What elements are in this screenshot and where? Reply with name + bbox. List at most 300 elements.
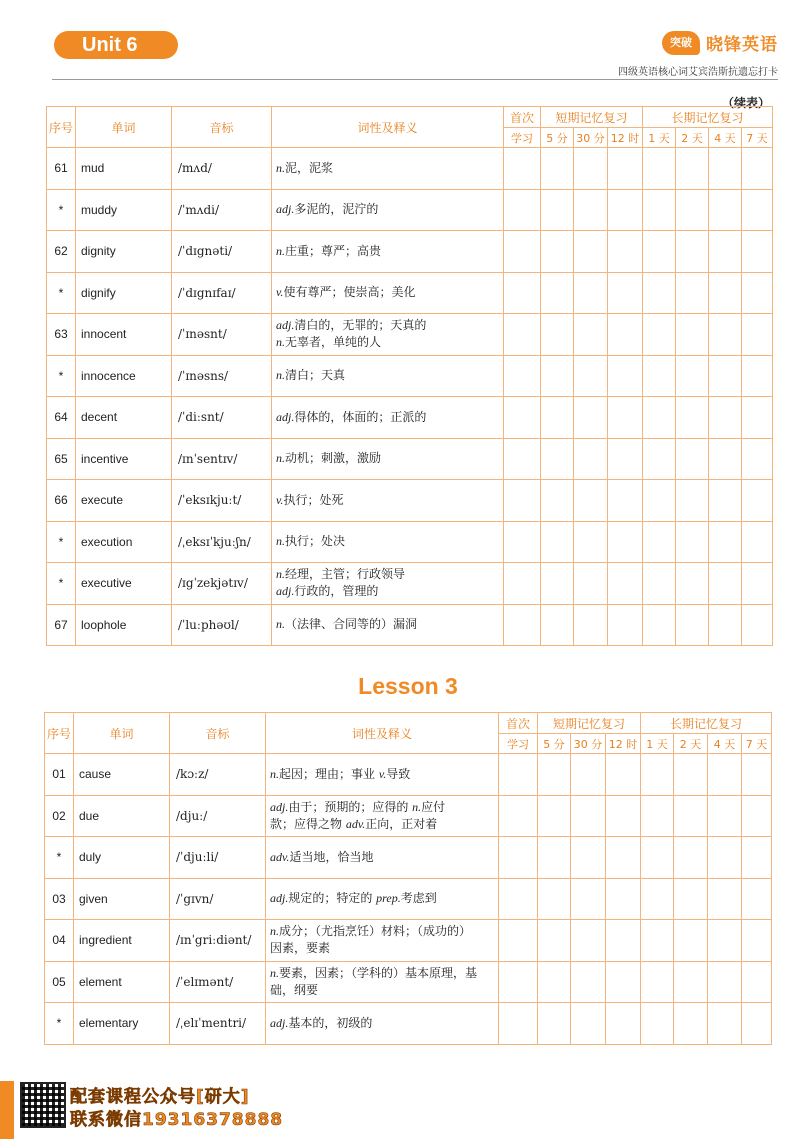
review-checkbox-cell[interactable] xyxy=(708,920,742,962)
table-row xyxy=(47,480,773,522)
table-row xyxy=(45,1003,772,1045)
review-checkbox-cell[interactable] xyxy=(504,272,541,314)
col-header-first: 首次 xyxy=(499,713,538,734)
review-checkbox-cell[interactable] xyxy=(709,314,742,356)
review-checkbox-cell[interactable] xyxy=(676,272,709,314)
review-checkbox-cell[interactable] xyxy=(742,521,773,563)
review-checkbox-cell[interactable] xyxy=(606,837,641,879)
review-checkbox-cell[interactable] xyxy=(709,480,742,522)
meaning-text: 清白；天真 xyxy=(285,368,346,383)
brand-name: 晓锋英语 xyxy=(706,35,778,55)
part-of-speech: adj. xyxy=(276,318,295,333)
review-checkbox-cell[interactable] xyxy=(538,920,571,962)
review-checkbox-cell[interactable] xyxy=(499,795,538,837)
review-checkbox-cell[interactable] xyxy=(541,521,574,563)
part-of-speech: n. xyxy=(276,534,285,549)
review-checkbox-cell[interactable] xyxy=(541,314,574,356)
meaning-text: 执行；处决 xyxy=(285,534,346,549)
review-checkbox-cell[interactable] xyxy=(574,189,608,231)
col-header-def: 词性及释义 xyxy=(272,107,504,148)
definition-line xyxy=(270,816,498,833)
table-row xyxy=(45,837,772,879)
review-checkbox-cell[interactable] xyxy=(709,397,742,439)
row-word: execute xyxy=(76,480,172,522)
col-header-2d: 2 天 xyxy=(676,128,709,148)
review-checkbox-cell[interactable] xyxy=(571,1003,606,1045)
meaning-text: 执行；处死 xyxy=(283,492,344,507)
review-checkbox-cell[interactable] xyxy=(708,754,742,796)
row-word: dignity xyxy=(76,231,172,273)
row-number: 62 xyxy=(47,231,76,273)
review-checkbox-cell[interactable] xyxy=(709,438,742,480)
review-checkbox-cell[interactable] xyxy=(676,189,709,231)
review-checkbox-cell[interactable] xyxy=(606,878,641,920)
row-definition xyxy=(272,521,504,563)
part-of-speech: adv. xyxy=(345,816,366,831)
review-checkbox-cell[interactable] xyxy=(574,355,608,397)
meaning-text: 规定的；特定的 xyxy=(288,891,377,906)
review-checkbox-cell[interactable] xyxy=(676,314,709,356)
meaning-text: 导致 xyxy=(386,766,411,781)
definition-line xyxy=(270,766,498,783)
row-phonetic: /mʌd/ xyxy=(172,148,272,190)
definition-line xyxy=(276,317,503,334)
part-of-speech: n. xyxy=(270,766,279,781)
review-checkbox-cell[interactable] xyxy=(708,795,742,837)
part-of-speech: n. xyxy=(412,799,422,814)
review-checkbox-cell[interactable] xyxy=(643,480,676,522)
review-checkbox-cell[interactable] xyxy=(742,754,772,796)
review-checkbox-cell[interactable] xyxy=(709,148,742,190)
meaning-text: 适当地，恰当地 xyxy=(289,849,374,864)
part-of-speech: n. xyxy=(276,243,285,258)
review-checkbox-cell[interactable] xyxy=(674,754,708,796)
meaning-text: 应付 xyxy=(421,799,446,814)
review-checkbox-cell[interactable] xyxy=(674,1003,708,1045)
brand-subtitle: 四级英语核心词艾宾浩斯抗遗忘打卡 xyxy=(618,67,778,78)
review-checkbox-cell[interactable] xyxy=(643,563,676,605)
meaning-text: 要素，因素；（学科的）基本原理，基 xyxy=(279,965,478,980)
review-checkbox-cell[interactable] xyxy=(742,961,772,1003)
review-checkbox-cell[interactable] xyxy=(541,355,574,397)
col-header-12h: 12 时 xyxy=(606,734,641,754)
review-checkbox-cell[interactable] xyxy=(608,604,643,646)
review-checkbox-cell[interactable] xyxy=(541,563,574,605)
row-definition xyxy=(272,148,504,190)
review-checkbox-cell[interactable] xyxy=(709,604,742,646)
review-checkbox-cell[interactable] xyxy=(574,148,608,190)
col-header-def: 词性及释义 xyxy=(266,713,499,754)
part-of-speech: adj. xyxy=(276,584,295,599)
review-checkbox-cell[interactable] xyxy=(541,480,574,522)
review-checkbox-cell[interactable] xyxy=(643,604,676,646)
row-definition xyxy=(266,795,499,837)
review-checkbox-cell[interactable] xyxy=(504,563,541,605)
meaning-text: 础，纲要 xyxy=(270,982,319,997)
review-checkbox-cell[interactable] xyxy=(574,438,608,480)
review-checkbox-cell[interactable] xyxy=(608,148,643,190)
review-checkbox-cell[interactable] xyxy=(571,754,606,796)
review-checkbox-cell[interactable] xyxy=(676,231,709,273)
meaning-text: 成分；（尤指烹饪）材料；（成功的） xyxy=(279,924,472,939)
col-header-30min: 30 分 xyxy=(571,734,606,754)
part-of-speech: n. xyxy=(270,965,279,980)
meaning-text: 得体的，体面的；正派的 xyxy=(294,409,427,424)
review-checkbox-cell[interactable] xyxy=(742,604,773,646)
meaning-text: 考虑到 xyxy=(400,891,437,906)
definition-line xyxy=(276,492,503,509)
part-of-speech: adj. xyxy=(270,891,289,906)
row-number: 61 xyxy=(47,148,76,190)
col-header-word: 单词 xyxy=(74,713,170,754)
review-checkbox-cell[interactable] xyxy=(641,961,674,1003)
review-checkbox-cell[interactable] xyxy=(708,961,742,1003)
review-checkbox-cell[interactable] xyxy=(643,231,676,273)
table-row xyxy=(47,231,773,273)
row-number: * xyxy=(47,521,76,563)
review-checkbox-cell[interactable] xyxy=(742,314,773,356)
review-checkbox-cell[interactable] xyxy=(538,837,571,879)
review-checkbox-cell[interactable] xyxy=(606,1003,641,1045)
review-checkbox-cell[interactable] xyxy=(708,837,742,879)
review-checkbox-cell[interactable] xyxy=(643,272,676,314)
review-checkbox-cell[interactable] xyxy=(608,397,643,439)
col-header-7d: 7 天 xyxy=(742,734,772,754)
table-row xyxy=(47,314,773,356)
table-row xyxy=(47,189,773,231)
review-checkbox-cell[interactable] xyxy=(541,189,574,231)
review-checkbox-cell[interactable] xyxy=(504,355,541,397)
row-definition xyxy=(266,1003,499,1045)
row-phonetic: /ˈeksɪkjuːt/ xyxy=(172,480,272,522)
col-header-first: 首次 xyxy=(504,107,541,128)
row-word: mud xyxy=(76,148,172,190)
definition-line xyxy=(270,890,498,907)
review-checkbox-cell[interactable] xyxy=(538,795,571,837)
review-checkbox-cell[interactable] xyxy=(643,189,676,231)
review-checkbox-cell[interactable] xyxy=(606,754,641,796)
review-checkbox-cell[interactable] xyxy=(504,231,541,273)
row-word: decent xyxy=(76,397,172,439)
row-phonetic: /ˈɪnəsns/ xyxy=(172,355,272,397)
col-header-pron: 音标 xyxy=(172,107,272,148)
review-checkbox-cell[interactable] xyxy=(643,355,676,397)
review-checkbox-cell[interactable] xyxy=(641,795,674,837)
review-checkbox-cell[interactable] xyxy=(676,521,709,563)
review-checkbox-cell[interactable] xyxy=(742,438,773,480)
review-checkbox-cell[interactable] xyxy=(499,961,538,1003)
review-checkbox-cell[interactable] xyxy=(538,754,571,796)
review-checkbox-cell[interactable] xyxy=(499,754,538,796)
table-row xyxy=(45,961,772,1003)
review-checkbox-cell[interactable] xyxy=(608,314,643,356)
row-number: * xyxy=(45,837,74,879)
review-checkbox-cell[interactable] xyxy=(676,148,709,190)
col-header-num: 序号 xyxy=(45,713,74,754)
col-header-5min: 5 分 xyxy=(538,734,571,754)
col-header-first-sub: 学习 xyxy=(504,128,541,148)
review-checkbox-cell[interactable] xyxy=(674,961,708,1003)
col-header-word: 单词 xyxy=(76,107,172,148)
review-checkbox-cell[interactable] xyxy=(742,397,773,439)
review-checkbox-cell[interactable] xyxy=(504,148,541,190)
meaning-text: 无辜者，单纯的人 xyxy=(285,335,382,350)
review-checkbox-cell[interactable] xyxy=(742,920,772,962)
row-definition xyxy=(272,314,504,356)
meaning-text: 行政的，管理的 xyxy=(294,584,379,599)
row-number: * xyxy=(47,563,76,605)
review-checkbox-cell[interactable] xyxy=(504,397,541,439)
review-checkbox-cell[interactable] xyxy=(541,148,574,190)
row-word: duly xyxy=(74,837,170,879)
review-checkbox-cell[interactable] xyxy=(574,272,608,314)
row-definition xyxy=(272,397,504,439)
row-phonetic: /ˈelɪmənt/ xyxy=(170,961,266,1003)
review-checkbox-cell[interactable] xyxy=(504,438,541,480)
review-checkbox-cell[interactable] xyxy=(606,961,641,1003)
part-of-speech: n. xyxy=(270,924,279,939)
meaning-text: 多泥的，泥泞的 xyxy=(294,202,379,217)
row-definition xyxy=(266,920,499,962)
review-checkbox-cell[interactable] xyxy=(676,397,709,439)
review-checkbox-cell[interactable] xyxy=(709,272,742,314)
review-checkbox-cell[interactable] xyxy=(574,480,608,522)
review-checkbox-cell[interactable] xyxy=(608,355,643,397)
review-checkbox-cell[interactable] xyxy=(608,521,643,563)
review-checkbox-cell[interactable] xyxy=(708,1003,742,1045)
row-number: 05 xyxy=(45,961,74,1003)
col-header-short: 短期记忆复习 xyxy=(538,713,641,734)
review-checkbox-cell[interactable] xyxy=(574,563,608,605)
review-checkbox-cell[interactable] xyxy=(606,920,641,962)
row-definition xyxy=(266,961,499,1003)
review-checkbox-cell[interactable] xyxy=(742,355,773,397)
row-definition xyxy=(272,231,504,273)
review-checkbox-cell[interactable] xyxy=(643,438,676,480)
row-word: element xyxy=(74,961,170,1003)
row-word: incentive xyxy=(76,438,172,480)
part-of-speech: n. xyxy=(276,567,285,582)
review-checkbox-cell[interactable] xyxy=(641,878,674,920)
row-definition xyxy=(272,480,504,522)
review-checkbox-cell[interactable] xyxy=(574,397,608,439)
definition-line xyxy=(276,201,503,218)
footer-accent-bar xyxy=(0,1081,14,1139)
row-definition xyxy=(266,878,499,920)
review-checkbox-cell[interactable] xyxy=(674,795,708,837)
table-row xyxy=(47,563,773,605)
definition-line xyxy=(276,450,503,467)
col-header-2d: 2 天 xyxy=(674,734,708,754)
review-checkbox-cell[interactable] xyxy=(541,397,574,439)
row-phonetic: /djuː/ xyxy=(170,795,266,837)
row-definition xyxy=(266,837,499,879)
review-checkbox-cell[interactable] xyxy=(641,1003,674,1045)
review-checkbox-cell[interactable] xyxy=(504,521,541,563)
review-checkbox-cell[interactable] xyxy=(608,272,643,314)
definition-line xyxy=(276,583,503,600)
row-phonetic: /kɔːz/ xyxy=(170,754,266,796)
review-checkbox-cell[interactable] xyxy=(641,920,674,962)
review-checkbox-cell[interactable] xyxy=(641,837,674,879)
review-checkbox-cell[interactable] xyxy=(643,314,676,356)
review-checkbox-cell[interactable] xyxy=(608,231,643,273)
review-checkbox-cell[interactable] xyxy=(608,438,643,480)
review-checkbox-cell[interactable] xyxy=(571,920,606,962)
meaning-text: 清白的，无罪的；天真的 xyxy=(294,318,427,333)
row-number: 64 xyxy=(47,397,76,439)
review-checkbox-cell[interactable] xyxy=(574,231,608,273)
review-checkbox-cell[interactable] xyxy=(571,837,606,879)
row-word: due xyxy=(74,795,170,837)
review-checkbox-cell[interactable] xyxy=(643,521,676,563)
review-checkbox-cell[interactable] xyxy=(574,604,608,646)
row-phonetic: /ˌeksɪˈkjuːʃn/ xyxy=(172,521,272,563)
part-of-speech: adj. xyxy=(270,799,289,814)
review-checkbox-cell[interactable] xyxy=(641,754,674,796)
review-checkbox-cell[interactable] xyxy=(708,878,742,920)
definition-line xyxy=(270,965,498,982)
header-divider xyxy=(52,79,778,80)
review-checkbox-cell[interactable] xyxy=(571,961,606,1003)
row-number: * xyxy=(45,1003,74,1045)
review-checkbox-cell[interactable] xyxy=(571,795,606,837)
meaning-text: 庄重；尊严；高贵 xyxy=(285,243,382,258)
review-checkbox-cell[interactable] xyxy=(676,604,709,646)
review-checkbox-cell[interactable] xyxy=(608,189,643,231)
review-checkbox-cell[interactable] xyxy=(709,355,742,397)
review-checkbox-cell[interactable] xyxy=(674,878,708,920)
col-header-long: 长期记忆复习 xyxy=(641,713,772,734)
review-checkbox-cell[interactable] xyxy=(499,1003,538,1045)
continued-label: （续表） xyxy=(721,96,770,110)
table-row xyxy=(45,878,772,920)
part-of-speech: adj. xyxy=(270,1015,289,1030)
review-checkbox-cell[interactable] xyxy=(709,231,742,273)
col-header-5min: 5 分 xyxy=(541,128,574,148)
review-checkbox-cell[interactable] xyxy=(742,563,773,605)
review-checkbox-cell[interactable] xyxy=(504,189,541,231)
review-checkbox-cell[interactable] xyxy=(608,480,643,522)
review-checkbox-cell[interactable] xyxy=(676,563,709,605)
review-checkbox-cell[interactable] xyxy=(742,231,773,273)
row-number: 04 xyxy=(45,920,74,962)
table-row xyxy=(47,272,773,314)
review-checkbox-cell[interactable] xyxy=(676,355,709,397)
table-row xyxy=(47,397,773,439)
part-of-speech: n. xyxy=(276,335,285,350)
review-checkbox-cell[interactable] xyxy=(538,878,571,920)
review-checkbox-cell[interactable] xyxy=(499,878,538,920)
review-checkbox-cell[interactable] xyxy=(709,521,742,563)
review-checkbox-cell[interactable] xyxy=(674,920,708,962)
review-checkbox-cell[interactable] xyxy=(742,1003,772,1045)
definition-line xyxy=(276,566,503,583)
review-checkbox-cell[interactable] xyxy=(676,438,709,480)
promo-line-1: 配套课程公众号[研大] xyxy=(70,1087,250,1107)
review-checkbox-cell[interactable] xyxy=(541,438,574,480)
row-word: execution xyxy=(76,521,172,563)
review-checkbox-cell[interactable] xyxy=(541,604,574,646)
review-checkbox-cell[interactable] xyxy=(674,837,708,879)
review-checkbox-cell[interactable] xyxy=(742,148,773,190)
definition-line xyxy=(270,923,498,940)
part-of-speech: n. xyxy=(276,451,285,466)
review-checkbox-cell[interactable] xyxy=(541,272,574,314)
review-checkbox-cell[interactable] xyxy=(709,563,742,605)
table-row xyxy=(47,148,773,190)
row-number: * xyxy=(47,272,76,314)
col-header-30min: 30 分 xyxy=(574,128,608,148)
definition-line xyxy=(270,799,498,816)
review-checkbox-cell[interactable] xyxy=(742,878,772,920)
definition-line xyxy=(276,533,503,550)
row-definition xyxy=(272,438,504,480)
definition-line xyxy=(276,160,503,177)
review-checkbox-cell[interactable] xyxy=(499,837,538,879)
brand xyxy=(662,30,778,55)
col-header-4d: 4 天 xyxy=(709,128,742,148)
row-number: 63 xyxy=(47,314,76,356)
row-number: 66 xyxy=(47,480,76,522)
table-row xyxy=(45,754,772,796)
review-checkbox-cell[interactable] xyxy=(571,878,606,920)
review-checkbox-cell[interactable] xyxy=(742,480,773,522)
row-phonetic: /ˈluːphəʊl/ xyxy=(172,604,272,646)
meaning-text: 动机；刺激，激励 xyxy=(285,451,382,466)
review-checkbox-cell[interactable] xyxy=(504,314,541,356)
part-of-speech: adv. xyxy=(270,849,290,864)
row-number: 01 xyxy=(45,754,74,796)
review-checkbox-cell[interactable] xyxy=(643,148,676,190)
row-number: 02 xyxy=(45,795,74,837)
row-phonetic: /ˈɪnəsnt/ xyxy=(172,314,272,356)
definition-line xyxy=(270,1015,498,1032)
col-header-long: 长期记忆复习 xyxy=(643,107,773,128)
review-checkbox-cell[interactable] xyxy=(643,397,676,439)
review-checkbox-cell[interactable] xyxy=(538,961,571,1003)
review-checkbox-cell[interactable] xyxy=(504,604,541,646)
review-checkbox-cell[interactable] xyxy=(608,563,643,605)
qr-code-icon xyxy=(20,1082,66,1128)
review-checkbox-cell[interactable] xyxy=(742,837,772,879)
review-checkbox-cell[interactable] xyxy=(742,272,773,314)
meaning-text: 经理，主管；行政领导 xyxy=(285,567,406,582)
review-checkbox-cell[interactable] xyxy=(541,231,574,273)
review-checkbox-cell[interactable] xyxy=(504,480,541,522)
col-header-1d: 1 天 xyxy=(641,734,674,754)
review-checkbox-cell[interactable] xyxy=(574,314,608,356)
review-checkbox-cell[interactable] xyxy=(676,480,709,522)
unit-label: Unit 6 xyxy=(54,31,178,59)
review-checkbox-cell[interactable] xyxy=(499,920,538,962)
review-checkbox-cell[interactable] xyxy=(709,189,742,231)
meaning-text: 使有尊严；使崇高；美化 xyxy=(283,285,416,300)
table-row xyxy=(47,438,773,480)
row-word: given xyxy=(74,878,170,920)
review-checkbox-cell[interactable] xyxy=(606,795,641,837)
review-checkbox-cell[interactable] xyxy=(574,521,608,563)
row-number: * xyxy=(47,355,76,397)
definition-line xyxy=(270,849,498,866)
definition-line xyxy=(276,284,503,301)
review-checkbox-cell[interactable] xyxy=(538,1003,571,1045)
review-checkbox-cell[interactable] xyxy=(742,795,772,837)
row-number: 67 xyxy=(47,604,76,646)
review-checkbox-cell[interactable] xyxy=(742,189,773,231)
meaning-text: 款；应得之物 xyxy=(270,816,346,831)
vocab-table-unit6 xyxy=(46,106,773,646)
